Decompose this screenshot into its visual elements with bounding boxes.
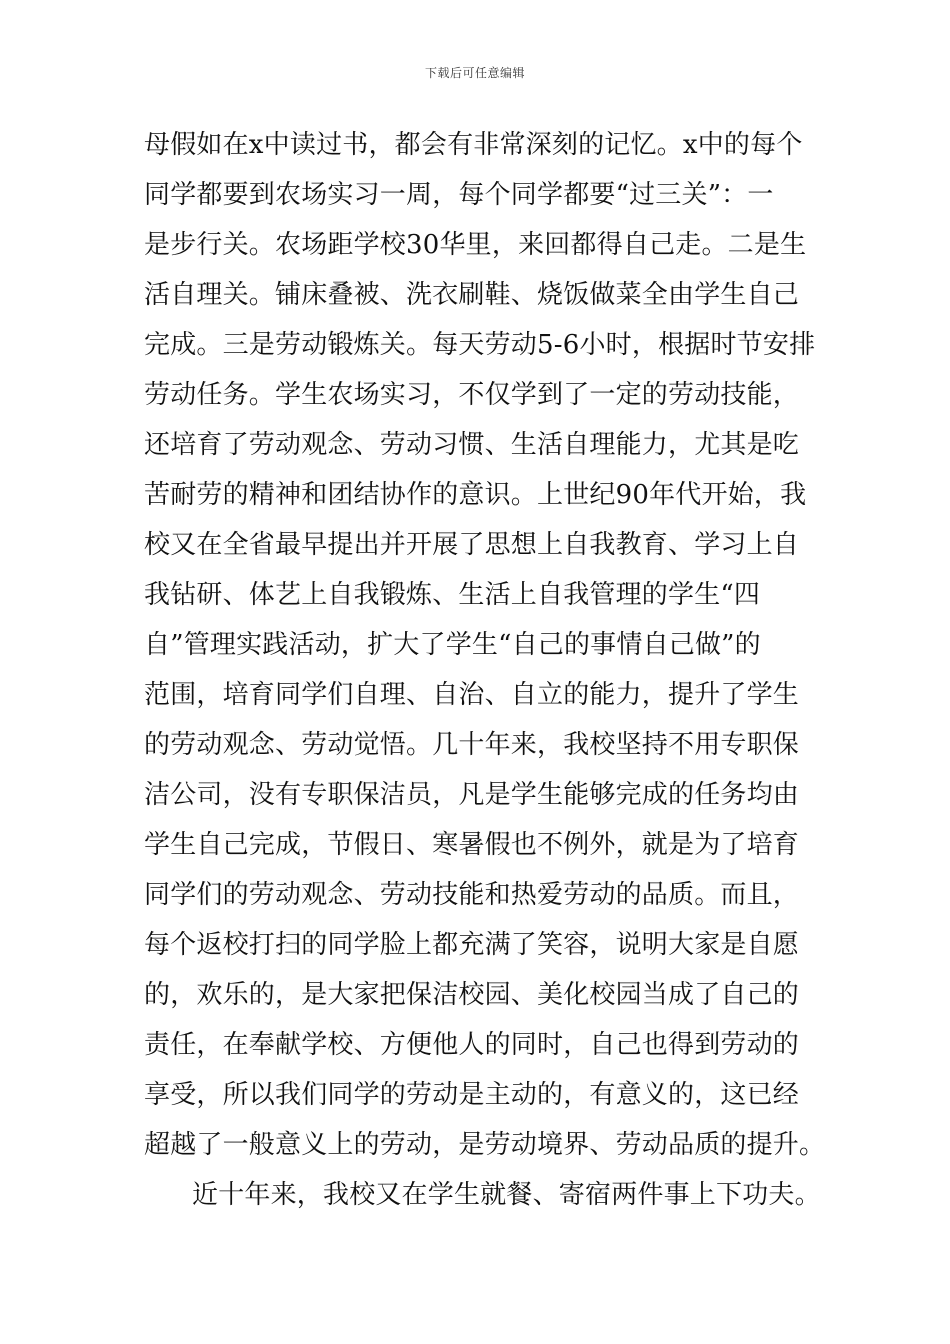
text-line: 范围，培育同学们自理、自治、自立的能力，提升了学生 <box>144 680 800 710</box>
text-line: 洁公司，没有专职保洁员，凡是学生能够完成的任务均由 <box>144 780 800 810</box>
paragraph-start-line: 近十年来，我校又在学生就餐、寄宿两件事上下功夫。 <box>192 1180 821 1210</box>
text-line: 我钻研、体艺上自我锻炼、生活上自我管理的学生“四 <box>144 580 761 610</box>
text-line: 超越了一般意义上的劳动，是劳动境界、劳动品质的提升。 <box>144 1130 826 1160</box>
text-line: 同学们的劳动观念、劳动技能和热爱劳动的品质。而且， <box>144 880 800 910</box>
text-line: 苦耐劳的精神和团结协作的意识。上世纪90年代开始，我 <box>144 480 807 510</box>
text-line: 的，欢乐的，是大家把保洁校园、美化校园当成了自己的 <box>144 980 800 1010</box>
text-line: 每个返校打扫的同学脸上都充满了笑容，说明大家是自愿 <box>144 930 800 960</box>
text-line: 活自理关。铺床叠被、洗衣刷鞋、烧饭做菜全由学生自己 <box>144 280 800 310</box>
text-line: 劳动任务。学生农场实习，不仅学到了一定的劳动技能， <box>144 380 800 410</box>
text-line: 同学都要到农场实习一周，每个同学都要“过三关”：一 <box>144 180 774 210</box>
text-line: 还培育了劳动观念、劳动习惯、生活自理能力，尤其是吃 <box>144 430 800 460</box>
text-line: 责任，在奉献学校、方便他人的同时，自己也得到劳动的 <box>144 1030 800 1060</box>
text-line: 是步行关。农场距学校30华里，来回都得自己走。二是生 <box>144 230 807 260</box>
text-line: 自”管理实践活动，扩大了学生“自己的事情自己做”的 <box>144 630 761 660</box>
text-line: 的劳动观念、劳动觉悟。几十年来，我校坚持不用专职保 <box>144 730 800 760</box>
text-line: 母假如在x中读过书，都会有非常深刻的记忆。x中的每个 <box>144 130 803 160</box>
text-line: 完成。三是劳动锻炼关。每天劳动5-6小时，根据时节安排 <box>144 330 816 360</box>
text-line: 校又在全省最早提出并开展了思想上自我教育、学习上自 <box>144 530 800 560</box>
text-line: 学生自己完成，节假日、寒暑假也不例外，就是为了培育 <box>144 830 800 860</box>
text-line: 享受，所以我们同学的劳动是主动的，有意义的，这已经 <box>144 1080 800 1110</box>
page-header: 下载后可任意编辑 <box>424 66 525 80</box>
body-text <box>144 120 844 1220</box>
